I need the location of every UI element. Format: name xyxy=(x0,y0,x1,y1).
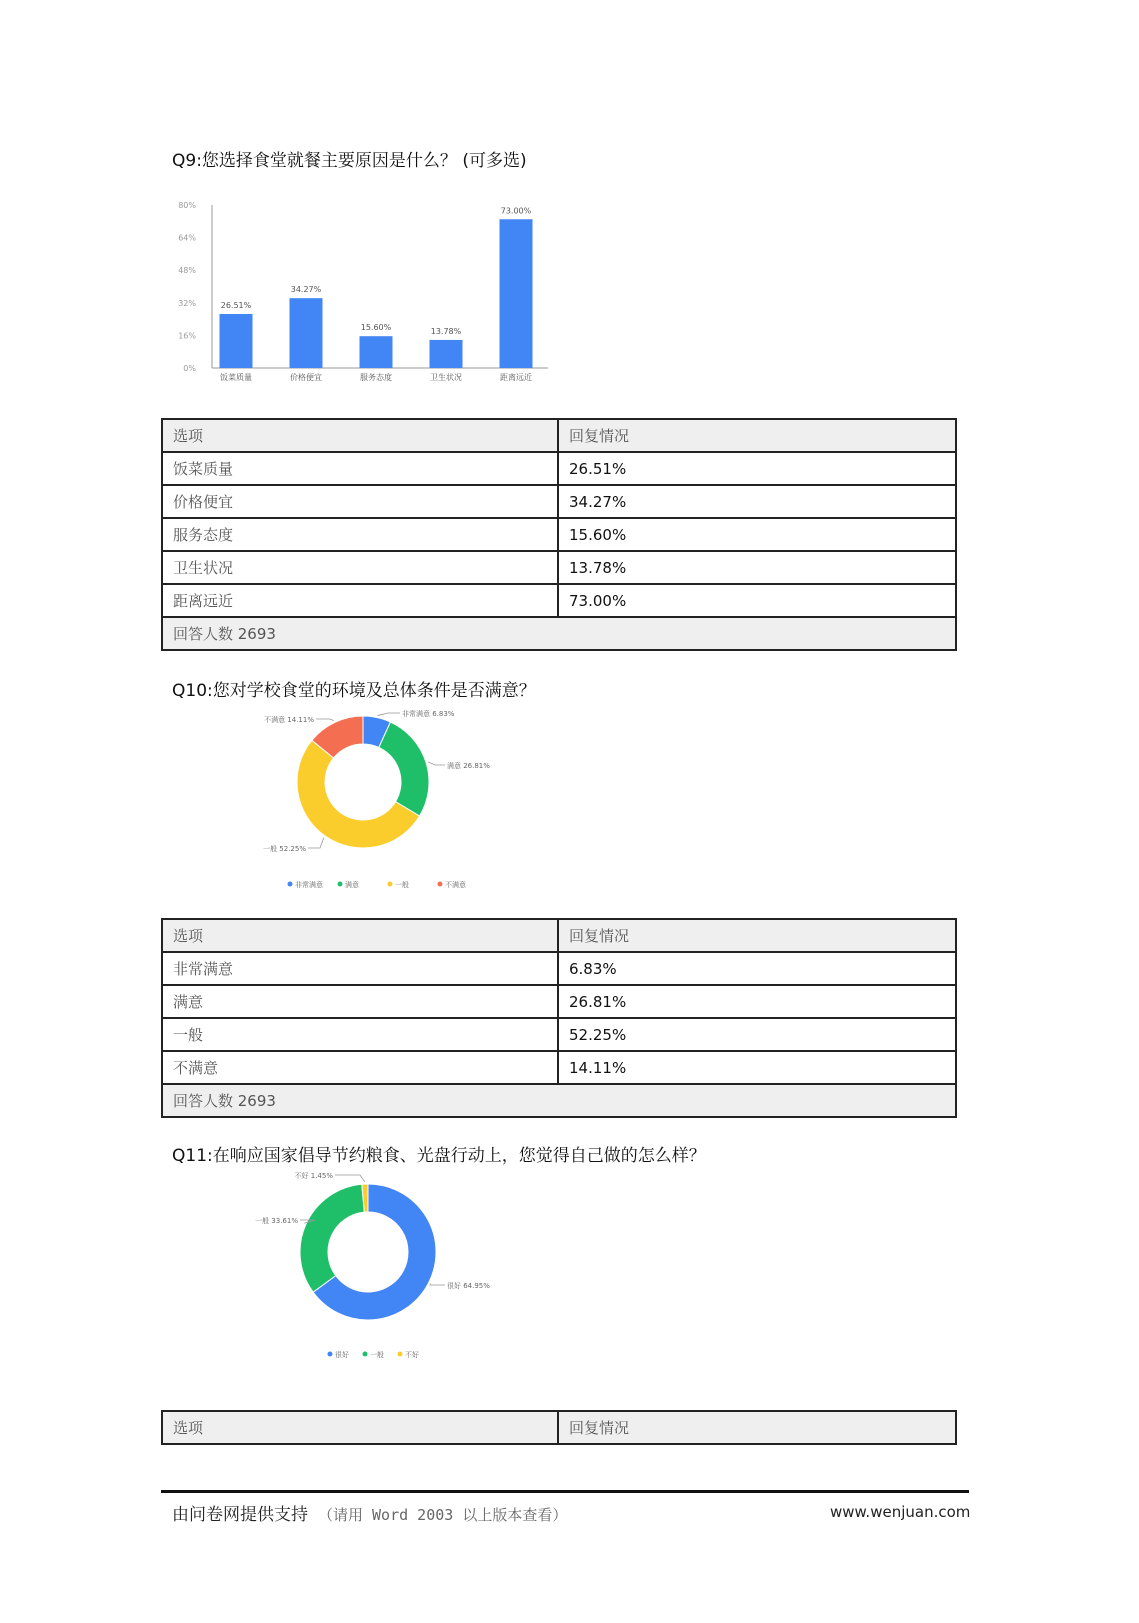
row-option: 距离远近 xyxy=(162,584,558,617)
footer-credit-text: 由问卷网提供支持 xyxy=(172,1505,308,1525)
row-value: 13.78% xyxy=(558,551,956,584)
data-label: 34.27% xyxy=(290,285,322,295)
row-value: 34.27% xyxy=(558,485,956,518)
data-label: 13.78% xyxy=(430,326,462,336)
legend-marker xyxy=(398,1352,403,1357)
slice-label: 一般 33.61% xyxy=(255,1217,298,1225)
table-row xyxy=(162,518,956,551)
legend-label: 不满意 xyxy=(445,881,466,889)
header-option: 选项 xyxy=(162,419,558,452)
row-value: 26.81% xyxy=(558,985,956,1018)
q9-title: Q9:您选择食堂就餐主要原因是什么？ (可多选) xyxy=(172,151,527,171)
footer-note: （请用 Word 2003 以上版本查看） xyxy=(318,1506,568,1524)
table-footer-row xyxy=(162,1084,956,1117)
q11-title: Q11:在响应国家倡导节约粮食、光盘行动上，您觉得自己做的怎么样？ xyxy=(172,1146,706,1166)
row-value: 73.00% xyxy=(558,584,956,617)
q10-results-table xyxy=(161,918,957,1118)
row-value: 52.25% xyxy=(558,1018,956,1051)
y-tick-label: 32% xyxy=(178,298,196,308)
y-tick-label: 0% xyxy=(183,364,196,373)
table-row xyxy=(162,1051,956,1084)
row-value: 26.51% xyxy=(558,452,956,485)
row-option: 价格便宜 xyxy=(162,485,558,518)
row-option: 一般 xyxy=(162,1018,558,1051)
slice-label: 不好 1.45% xyxy=(294,1172,333,1180)
q9-results-table xyxy=(161,418,957,651)
q11-results-table xyxy=(161,1410,957,1445)
x-tick-label: 饭菜质量 xyxy=(220,373,252,382)
table-row xyxy=(162,952,956,985)
bar xyxy=(220,314,253,368)
q10-donut-chart xyxy=(250,710,550,918)
leader-line xyxy=(428,762,445,765)
slice-label: 非常满意 6.83% xyxy=(402,710,455,718)
leader-line xyxy=(316,719,334,721)
row-value: 6.83% xyxy=(558,952,956,985)
x-tick-label: 价格便宜 xyxy=(290,373,322,382)
table-header-row xyxy=(162,419,956,452)
table-row xyxy=(162,584,956,617)
y-tick-label: 80% xyxy=(178,201,196,210)
row-option: 卫生状况 xyxy=(162,551,558,584)
footer-credit xyxy=(172,1500,567,1525)
donut-slice xyxy=(379,722,429,816)
legend-marker xyxy=(328,1352,333,1357)
row-option: 饭菜质量 xyxy=(162,452,558,485)
legend-label: 不好 xyxy=(405,1351,419,1359)
bar xyxy=(290,298,323,368)
legend-marker xyxy=(288,882,293,887)
table-row xyxy=(162,452,956,485)
legend-label: 很好 xyxy=(335,1351,349,1359)
header-response: 回复情况 xyxy=(558,419,956,452)
header-option: 选项 xyxy=(162,919,558,952)
legend-label: 非常满意 xyxy=(295,881,323,889)
q9-bar-chart xyxy=(168,200,588,400)
bar xyxy=(360,336,393,368)
legend-label: 一般 xyxy=(370,1351,384,1359)
table-row xyxy=(162,985,956,1018)
row-option: 不满意 xyxy=(162,1051,558,1084)
y-tick-label: 64% xyxy=(178,233,196,243)
table-header-row xyxy=(162,1411,956,1444)
leader-line xyxy=(377,713,400,716)
legend-marker xyxy=(388,882,393,887)
q10-title: Q10:您对学校食堂的环境及总体条件是否满意？ xyxy=(172,681,536,701)
leader-line xyxy=(308,838,324,848)
footer-website-link[interactable]: www.wenjuan.com xyxy=(830,1503,971,1521)
legend-marker xyxy=(438,882,443,887)
slice-label: 满意 26.81% xyxy=(447,762,490,770)
table-footer-row xyxy=(162,617,956,650)
header-option: 选项 xyxy=(162,1411,558,1444)
x-tick-label: 距离远近 xyxy=(500,373,532,382)
header-response: 回复情况 xyxy=(558,1411,956,1444)
x-tick-label: 卫生状况 xyxy=(430,373,462,382)
legend-label: 满意 xyxy=(345,881,359,889)
row-value: 14.11% xyxy=(558,1051,956,1084)
legend-marker xyxy=(338,882,343,887)
data-label: 26.51% xyxy=(220,300,252,310)
slice-label: 不满意 14.11% xyxy=(264,716,314,724)
bar xyxy=(500,219,533,368)
row-value: 15.60% xyxy=(558,518,956,551)
y-tick-label: 16% xyxy=(178,331,196,341)
data-label: 73.00% xyxy=(500,206,532,216)
legend-label: 一般 xyxy=(395,881,409,889)
data-label: 15.60% xyxy=(360,323,392,333)
leader-line xyxy=(430,1284,445,1285)
slice-label: 很好 64.95% xyxy=(447,1282,490,1290)
row-option: 服务态度 xyxy=(162,518,558,551)
footer-divider xyxy=(161,1490,969,1493)
header-response: 回复情况 xyxy=(558,919,956,952)
q11-donut-chart xyxy=(240,1172,560,1400)
x-tick-label: 服务态度 xyxy=(360,373,392,382)
table-row xyxy=(162,485,956,518)
row-option: 满意 xyxy=(162,985,558,1018)
table-header-row xyxy=(162,919,956,952)
row-option: 非常满意 xyxy=(162,952,558,985)
y-tick-label: 48% xyxy=(178,266,196,276)
bar xyxy=(430,340,463,368)
slice-label: 一般 52.25% xyxy=(263,845,306,853)
respondent-count: 回答人数 2693 xyxy=(162,1084,956,1117)
table-row xyxy=(162,1018,956,1051)
leader-line xyxy=(335,1175,365,1182)
respondent-count: 回答人数 2693 xyxy=(162,617,956,650)
table-row xyxy=(162,551,956,584)
legend-marker xyxy=(363,1352,368,1357)
donut-slice xyxy=(300,1184,364,1292)
